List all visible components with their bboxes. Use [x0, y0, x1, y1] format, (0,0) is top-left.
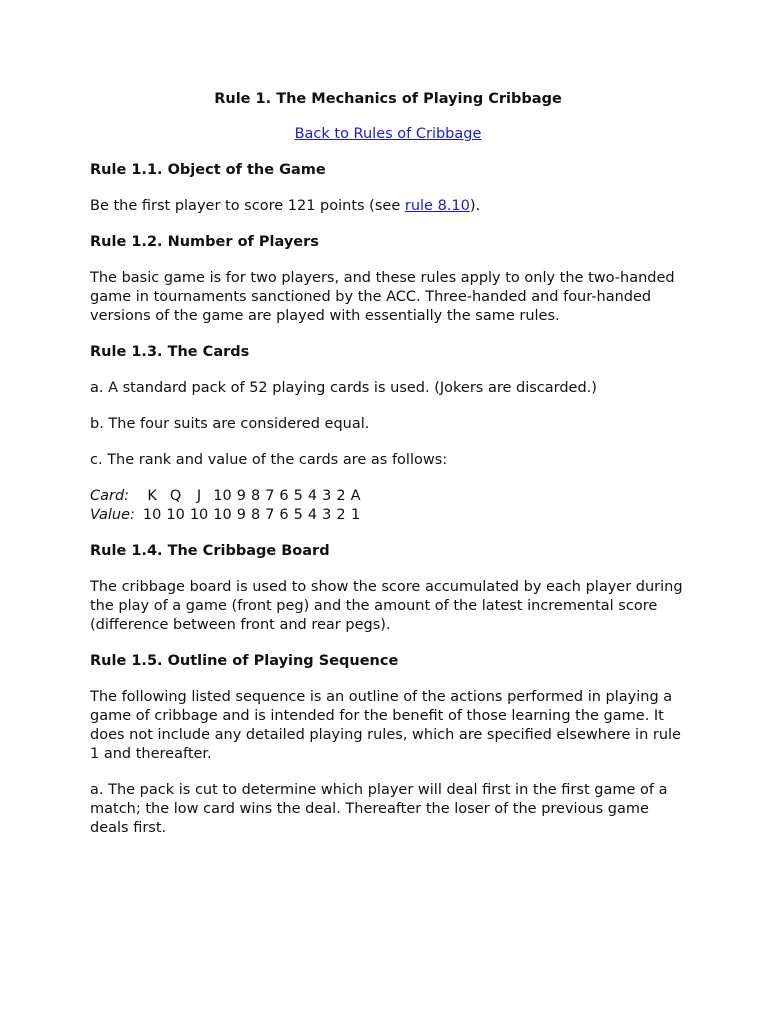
section-1-2-text: The basic game is for two players, and these rules apply to only the two-handed game in tournaments sanctioned by the ACC. Three-handed and four-handed versions of the game are played with essentially the same rules. [90, 270, 675, 324]
section-1-5-item-a: a. The pack is cut to determine which player will deal first in the first game of a match; the low card wins the deal. Thereafter the loser of the previous game deals first. [90, 782, 668, 836]
section-1-1-text-after: ). [469, 198, 481, 214]
value-cell: 2 [336, 507, 346, 523]
section-1-4-heading: Rule 1.4. The Cribbage Board [90, 543, 330, 559]
value-label: Value: [90, 507, 135, 523]
document-content [90, 90, 686, 838]
value-cell: 1 [350, 507, 361, 523]
card-cell: Q [169, 488, 182, 504]
card-cell: 6 [279, 488, 289, 504]
page-title: Rule 1. The Mechanics of Playing Cribbage [214, 91, 562, 107]
card-cell: 10 [213, 488, 232, 504]
back-to-rules-link[interactable]: Back to Rules of Cribbage [294, 126, 482, 142]
value-cell: 5 [293, 507, 303, 523]
card-row [90, 487, 366, 506]
value-cell: 9 [236, 507, 246, 523]
rule-8-10-link[interactable]: rule 8.10 [404, 198, 470, 214]
card-cell: A [350, 488, 361, 504]
card-value-table [90, 487, 366, 525]
card-cell: 9 [236, 488, 246, 504]
value-cell: 8 [250, 507, 261, 523]
card-cell: 4 [307, 488, 318, 504]
section-1-1-text [90, 197, 686, 216]
section-1-5-heading: Rule 1.5. Outline of Playing Sequence [90, 653, 399, 669]
section-1-3-heading: Rule 1.3. The Cards [90, 344, 250, 360]
section-1-4-text: The cribbage board is used to show the score accumulated by each player during the play of a game (front peg) and the amount of the latest incremental score (difference between front and rear pegs). [90, 579, 683, 633]
card-cell: 7 [265, 488, 275, 504]
value-cell: 4 [307, 507, 318, 523]
card-cell: 3 [322, 488, 332, 504]
value-cell: 6 [279, 507, 289, 523]
card-cell: K [147, 488, 157, 504]
section-1-1-text-before: Be the first player to score 121 points (see [90, 198, 405, 214]
value-cell: 10 [166, 507, 185, 523]
value-cell: 10 [213, 507, 232, 523]
section-1-3-item-c: c. The rank and value of the cards are as follows: [90, 452, 448, 468]
value-cell: 10 [142, 507, 162, 523]
card-cell: 8 [250, 488, 261, 504]
section-1-3-item-a: a. A standard pack of 52 playing cards is used. (Jokers are discarded.) [90, 380, 597, 396]
card-cell: 5 [293, 488, 303, 504]
value-cell: 3 [322, 507, 332, 523]
back-link-row [90, 125, 686, 144]
value-cell: 10 [189, 507, 209, 523]
section-1-1-heading: Rule 1.1. Object of the Game [90, 162, 326, 178]
card-cell: 2 [336, 488, 346, 504]
value-cell: 7 [265, 507, 275, 523]
value-row [90, 506, 366, 525]
card-cell: J [196, 488, 202, 504]
section-1-3-item-b: b. The four suits are considered equal. [90, 416, 370, 432]
card-label: Card: [90, 488, 130, 504]
section-1-2-heading: Rule 1.2. Number of Players [90, 234, 319, 250]
section-1-5-text: The following listed sequence is an outline of the actions performed in playing a game of cribbage and is intended for the benefit of those learning the game. It does not include any detailed playing rules, which are specified elsewhere in rule 1 and thereafter. [90, 689, 681, 762]
